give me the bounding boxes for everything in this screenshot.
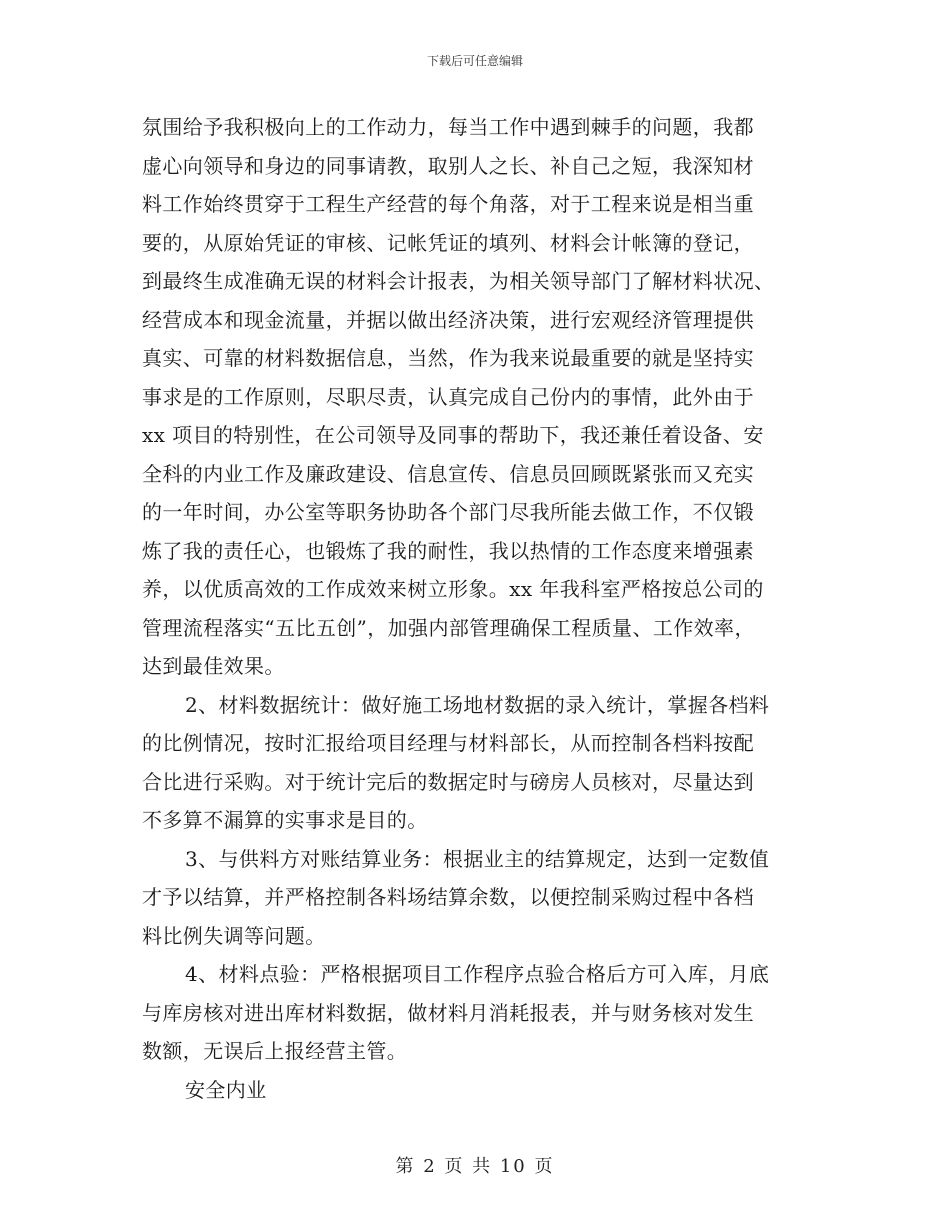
text-line: 养，以优质高效的工作成效来树立形象。xx 年我科室严格按总公司的 <box>142 577 764 601</box>
paragraph-start-line: 4、材料点验：严格根据项目工作程序点验合格后方可入库，月底 <box>185 962 770 986</box>
text-line: 达到最佳效果。 <box>142 654 285 678</box>
text-line: xx 项目的特别性，在公司领导及同事的帮助下，我还兼任着设备、安 <box>142 423 764 447</box>
text-line: 不多算不漏算的实事求是目的。 <box>142 808 428 832</box>
text-line: 的比例情况，按时汇报给项目经理与材料部长，从而控制各档料按配 <box>142 731 754 755</box>
text-line: 料工作始终贯穿于工程生产经营的每个角落，对于工程来说是相当重 <box>142 192 754 216</box>
text-line: 管理流程落实“五比五创”，加强内部管理确保工程质量、工作效率， <box>142 615 755 640</box>
document-body <box>142 108 807 1109</box>
text-line: 炼了我的责任心，也锻炼了我的耐性，我以热情的工作态度来增强素 <box>142 538 754 563</box>
text-line: 要的，从原始凭证的审核、记帐凭证的填列、材料会计帐簿的登记， <box>142 230 754 255</box>
text-line: 的一年时间，办公室等职务协助各个部门尽我所能去做工作，不仅锻 <box>142 500 754 524</box>
section-heading: 安全内业 <box>185 1077 267 1102</box>
page-number: 第 2 页 共 10 页 <box>395 1156 555 1177</box>
text-line: 到最终生成准确无误的材料会计报表，为相关领导部门了解材料状况、 <box>142 269 775 293</box>
text-line: 经营成本和现金流量，并据以做出经济决策，进行宏观经济管理提供 <box>142 307 754 332</box>
paragraph-start-line: 3、与供料方对账结算业务：根据业主的结算规定，达到一定数值 <box>185 846 770 871</box>
text-line: 才予以结算，并严格控制各料场结算余数，以便控制采购过程中各档 <box>142 885 754 909</box>
text-line: 合比进行采购。对于统计完后的数据定时与磅房人员核对，尽量达到 <box>142 769 754 794</box>
text-line: 事求是的工作原则，尽职尽责，认真完成自己份内的事情，此外由于 <box>142 384 754 409</box>
text-line: 虚心向领导和身边的同事请教，取别人之长、补自己之短，我深知材 <box>142 153 754 178</box>
text-line: 真实、可靠的材料数据信息，当然，作为我来说最重要的就是坚持实 <box>142 346 754 370</box>
page-header: 下载后可任意编辑 <box>426 54 523 68</box>
text-line: 全科的内业工作及廉政建设、信息宣传、信息员回顾既紧张而又充实 <box>142 461 754 486</box>
text-line: 料比例失调等问题。 <box>142 923 326 948</box>
text-line: 氛围给予我积极向上的工作动力，每当工作中遇到棘手的问题，我都 <box>142 115 754 139</box>
paragraph-start-line: 2、材料数据统计：做好施工场地材数据的录入统计，掌握各档料 <box>185 692 770 717</box>
text-line: 与库房核对进出库材料数据，做材料月消耗报表，并与财务核对发生 <box>142 1000 754 1025</box>
text-line: 数额，无误后上报经营主管。 <box>142 1039 408 1063</box>
